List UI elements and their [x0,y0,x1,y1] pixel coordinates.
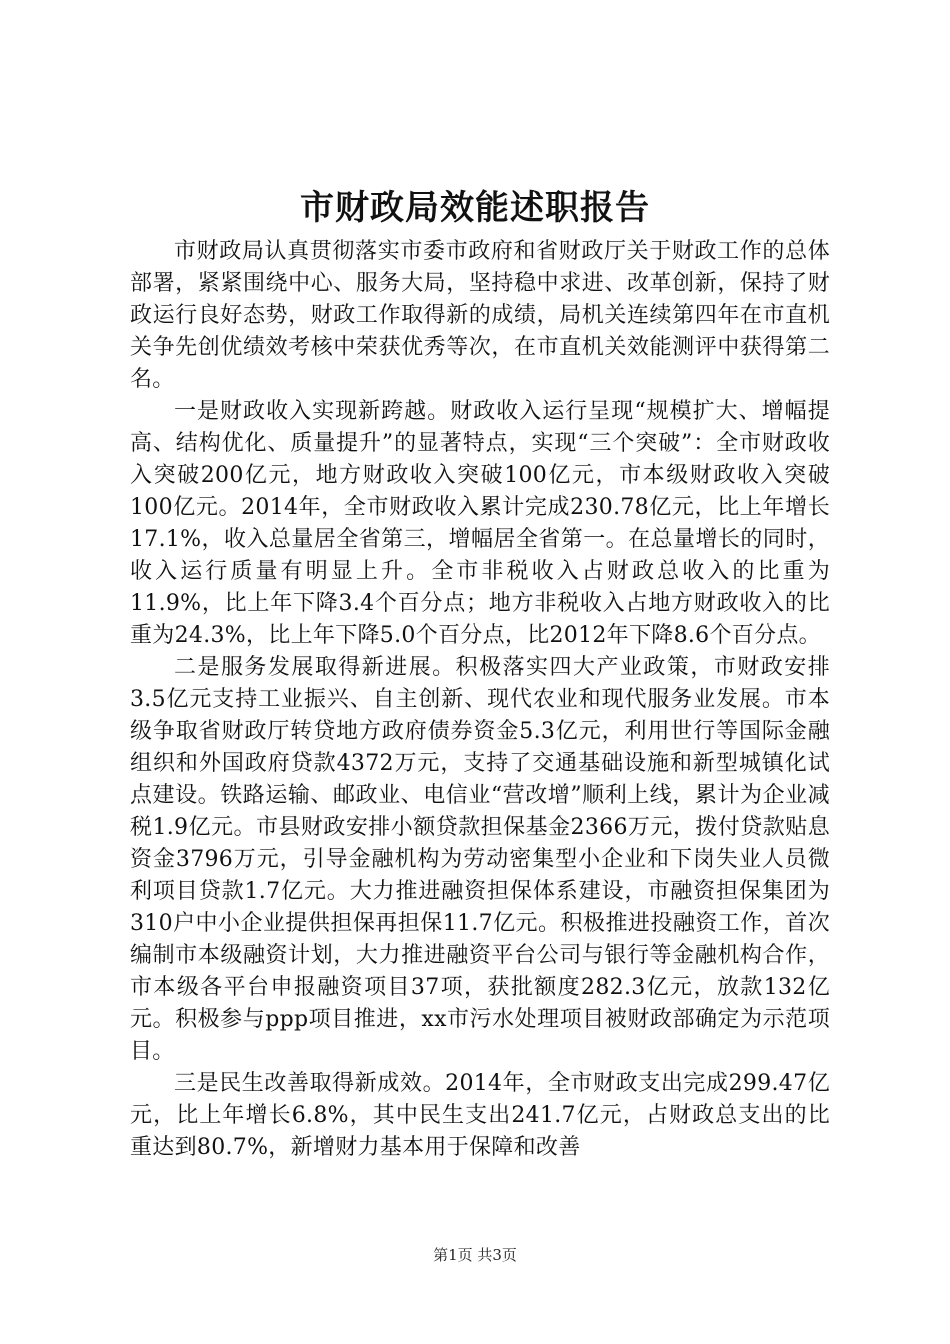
paragraph-development: 二是服务发展取得新进展。积极落实四大产业政策，市财政安排3.5亿元支持工业振兴、自主创新、现代农业和现代服务业发展。市本级争取省财政厅转贷地方政府债券资金5.3亿元，利用世行等国际金融组织和外国政府贷款4372万元，支持了交通基础设施和新型城镇化试点建设。铁路运输、邮政业、电信业“营改增”顺利上线，累计为企业减税1.9亿元。市县财政安排小额贷款担保基金2366万元，拨付贷款贴息资金3796万元，引导金融机构为劳动密集型小企业和下岗失业人员微利项目贷款1.7亿元。大力推进融资担保体系建设，市融资担保集团为310户中小企业提供担保再担保11.7亿元。积极推进投融资工作，首次编制市本级融资计划，大力推进融资平台公司与银行等金融机构合作，市本级各平台申报融资项目37项，获批额度282.3亿元，放款132亿元。积极参与ppp项目推进，xx市污水处理项目被财政部确定为示范项目。 [130,655,830,1064]
paragraph-livelihood: 三是民生改善取得新成效。2014年，全市财政支出完成299.47亿元，比上年增长6.8%，其中民生支出241.7亿元，占财政总支出的比重达到80.7%，新增财力基本用于保障和改善 [130,1071,830,1160]
paragraph-revenue: 一是财政收入实现新跨越。财政收入运行呈现“规模扩大、增幅提高、结构优化、质量提升”的显著特点，实现“三个突破”：全市财政收入突破200亿元，地方财政收入突破100亿元，市本级财政收入突破100亿元。2014年，全市财政收入累计完成230.78亿元，比上年增长17.1%，收入总量居全省第三，增幅居全省第一。在总量增长的同时，收入运行质量有明显上升。全市非税收入占财政总收入的比重为11.9%，比上年下降3.4个百分点；地方非税收入占地方财政收入的比重为24.3%，比上年下降5.0个百分点，比2012年下降8.6个百分点。 [130,399,830,648]
paragraph-intro: 市财政局认真贯彻落实市委市政府和省财政厅关于财政工作的总体部署，紧紧围绕中心、服务大局，坚持稳中求进、改革创新，保持了财政运行良好态势，财政工作取得新的成绩，局机关连续第四年在市直机关争先创优绩效考核中荣获优秀等次，在市直机关效能测评中获得第二名。 [130,239,830,392]
page-footer: 第1页 共3页 [433,1246,517,1264]
document-body [130,236,830,1164]
page-title: 市财政局效能述职报告 [300,188,650,228]
